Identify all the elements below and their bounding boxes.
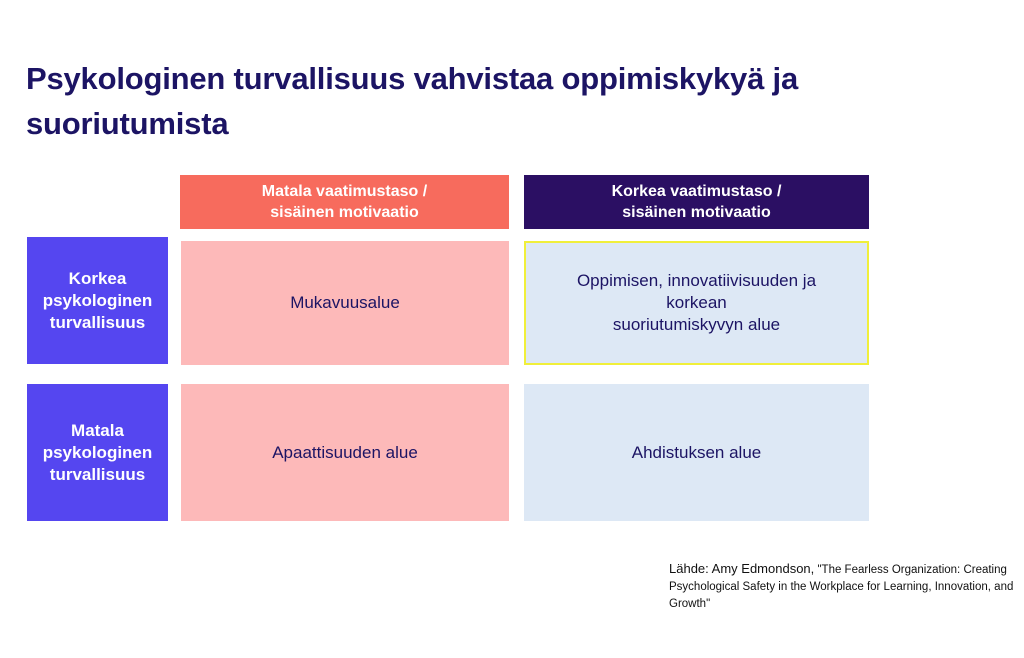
cell-comfort-zone: Mukavuusalue	[181, 241, 509, 365]
page-title: Psykologinen turvallisuus vahvistaa oppimiskykyä ja suoriutumista	[26, 61, 799, 141]
cell-anxiety-zone: Ahdistuksen alue	[524, 384, 869, 521]
row-header-low-safety: Matala psykologinen turvallisuus	[27, 384, 168, 521]
cell-learning-zone: Oppimisen, innovatiivisuuden ja korkean suoriutumiskyvyn alue	[524, 241, 869, 365]
column-header-low-demand: Matala vaatimustaso / sisäinen motivaatio	[180, 175, 509, 229]
source-citation	[669, 560, 1019, 613]
source-work: "The Fearless Organization: Creating Psychological Safety in the Workplace for Learning, Innovation, and Growth"	[669, 564, 1014, 610]
cell-apathy-zone: Apaattisuuden alue	[181, 384, 509, 521]
row-header-high-safety: Korkea psykologinen turvallisuus	[27, 237, 168, 364]
source-prefix: Lähde: Amy Edmondson,	[669, 561, 815, 576]
column-header-high-demand: Korkea vaatimustaso / sisäinen motivaatio	[524, 175, 869, 229]
